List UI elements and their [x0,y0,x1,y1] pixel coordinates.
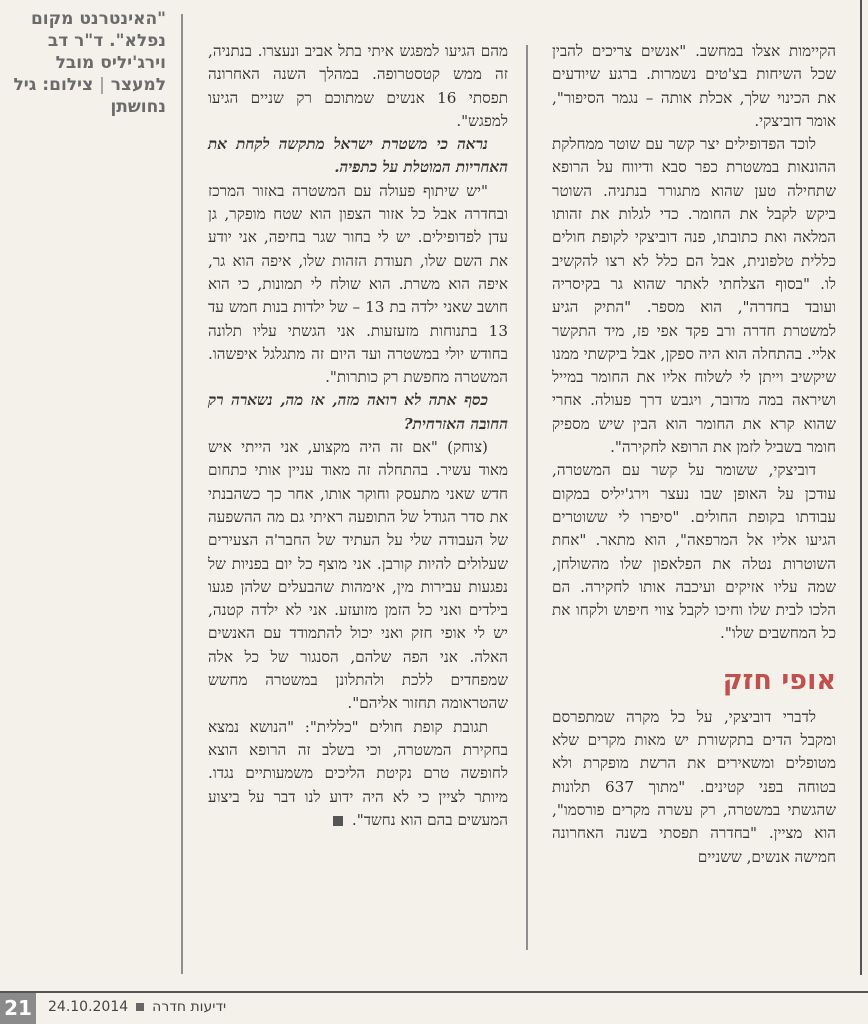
footer-rule [0,991,868,993]
paragraph: מהם הגיעו למפגש איתי בתל אביב ונעצרו. בנתניה, זה ממש קטסטרופה. במהלך השנה האחרונה תפסתי 16 אנשים שמתוכם רק שניים הגיעו למפגש". [208,42,508,130]
publication-name: ידיעות חדרה [152,999,227,1015]
interview-question: כסף אתה לא רואה מזה, אז מה, נשארה רק החובה האזרחית? [208,391,508,433]
paragraph: "יש שיתוף פעולה עם המשטרה באזור המרכז ובחדרה אבל כל אזור הצפון הוא שטח מופקר, גן עדן לפדופילים. יש לי בחור שגר בחיפה, אני יודע את השם שלו, תעודת הזהות שלו, איפה הוא גר, איפה הוא משרת. הוא שולח לי תמונות, כי הוא חושב שאני ילדה בת 13 – של ילדות בנות חמש עד 13 בתנוחות מזעזעות. אני הגשתי עליו תלונה בחודש יולי במשטרה ועד היום זה מתגלגל איפשהו. המשטרה מחפשת רק כותרות". [208,181,508,387]
paragraph: לדברי דוביצקי, על כל מקרה שמתפרסם ומקבל הדים בתקשורת יש מאות מקרים שלא מטופלים ומשאירים את הרשת מופקרת ולא בטוחה בפני קטינים. "מתוך 637 תלונות שהגשתי במשטרה, רק עשרה מקרים פורסמו", הוא מציין. "בחדרה תפסתי בשנה האחרונה חמישה אנשים, ששניים [552,707,837,866]
photo-caption [6,8,166,118]
caption-text: "האינטרנט מקום נפלא". ד"ר דב וירג'יליס מובל למעצר [30,9,166,95]
article-column-right [552,40,836,869]
bullet-icon [136,1003,144,1011]
paragraph: הקיימות אצלו במחשב. "אנשים צריכים להבין שכל השיחות בצ'טים נשמרות. ברגע שיודעים את הכינוי שלך, אכלת אותה – נגמר הסיפור", אומר דוביצקי. [552,42,836,130]
page-number: 21 [0,993,36,1024]
footer-publication-info [48,999,226,1015]
photo-credit: צילום: גיל נחושתן [13,75,166,117]
section-subheading: אופי חזק [722,664,836,696]
paragraph-text: תגובת קופת חולים "כללית": "הנושא נמצא בחקירת המשטרה, וכי בשלב זה הרופא הוצא לחופשה טרם נקיטת הליכים משמעותיים נגדו. מיותר לציין כי לא היה ידוע לנו דבר על ביצוע המעשים בהם הוא נחשד". [208,717,508,829]
column-divider-middle [526,45,528,950]
paragraph: (צוחק) "אם זה היה מקצוע, אני הייתי איש מאוד עשיר. בהתחלה זה מאוד עניין אותי כתחום חדש שאני מתעסק וחוקר אותו, אחר כך כשהבנתי את סדר הגודל של התופעה ראיתי גם מה ההשפעה של העבודה שלי על העתיד של החבר'ה הצעירים שעלולים להיות קורבן. אני מוצף כל יום בפניות של נפגעות עבירות מין, אימהות שהבעלים שלהן פגעו בילדים ואני כל הזמן מזועזע. אני לא ילדה קטנה, יש לי אופי חזק ואני יכול להתמודד עם האנשים האלה. אני הפה שלהם, הסנגור של כל אלה שמפחדים ללכת ולהתלונן במשטרה מחשש שהטראומה תחזור אליהם". [208,438,508,713]
paragraph: דוביצקי, ששומר על קשר עם המשטרה, עודכן על האופן שבו נעצר וירג'יליס במקום עבודתו בקופת החולים. "סיפרו לי ששוטרים הגיעו אליו אל המרפאה", הוא מתאר. "אחת השוטרות נטלה את הפלאפון שלו מהשולחן, שמה עליו אזיקים ועיכבה אותו לחקירה. הם הלכו לבית שלו וחיכו לקבל צווי חיפוש ולקחו את כל המחשבים שלו". [552,461,836,643]
paragraph: לוכד הפדופילים יצר קשר עם שוטר ממחלקת ההונאות במשטרת כפר סבא ודיווח על הרופא שתחילה טען שהוא מתגורר בנתניה. השוטר ביקש לקבל את החומר. כדי לגלות את זהותו המלאה ואת כתובתו, פנה דוביצקי לקופת חולים כללית טלפונית, אבל הם כלל לא רצו להקשיב לו. "בסוף הצלחתי לאתר שהוא גר בקיסריה ועובד בחדרה", הוא מספר. "התיק הגיע למשטרת חדרה ורב פקד אפי פז, מיד התקשר אליי. בהתחלה הוא היה ספקן, אבל ביקשתי ממנו שיקשיב וייתן לי לשלוח אליו את החומר במייל ושיראה במה מדובר, ויגבש דרך פעולה. אחרי שהוא קרא את החומר הוא הבין שיש מספיק חומר בשביל לזמן את הרופא לחקירה". [552,135,836,457]
article-column-middle [208,40,508,832]
caption-separator: | [99,75,105,95]
column-divider-left [181,14,183,974]
issue-date: 24.10.2014 [48,999,129,1015]
column-divider-right [860,0,862,975]
paragraph-with-endmark [208,716,508,832]
end-of-article-icon [333,816,343,826]
interview-question: נראה כי משטרת ישראל מתקשה לקחת את האחריות המוטלת על כתפיה. [208,135,508,177]
